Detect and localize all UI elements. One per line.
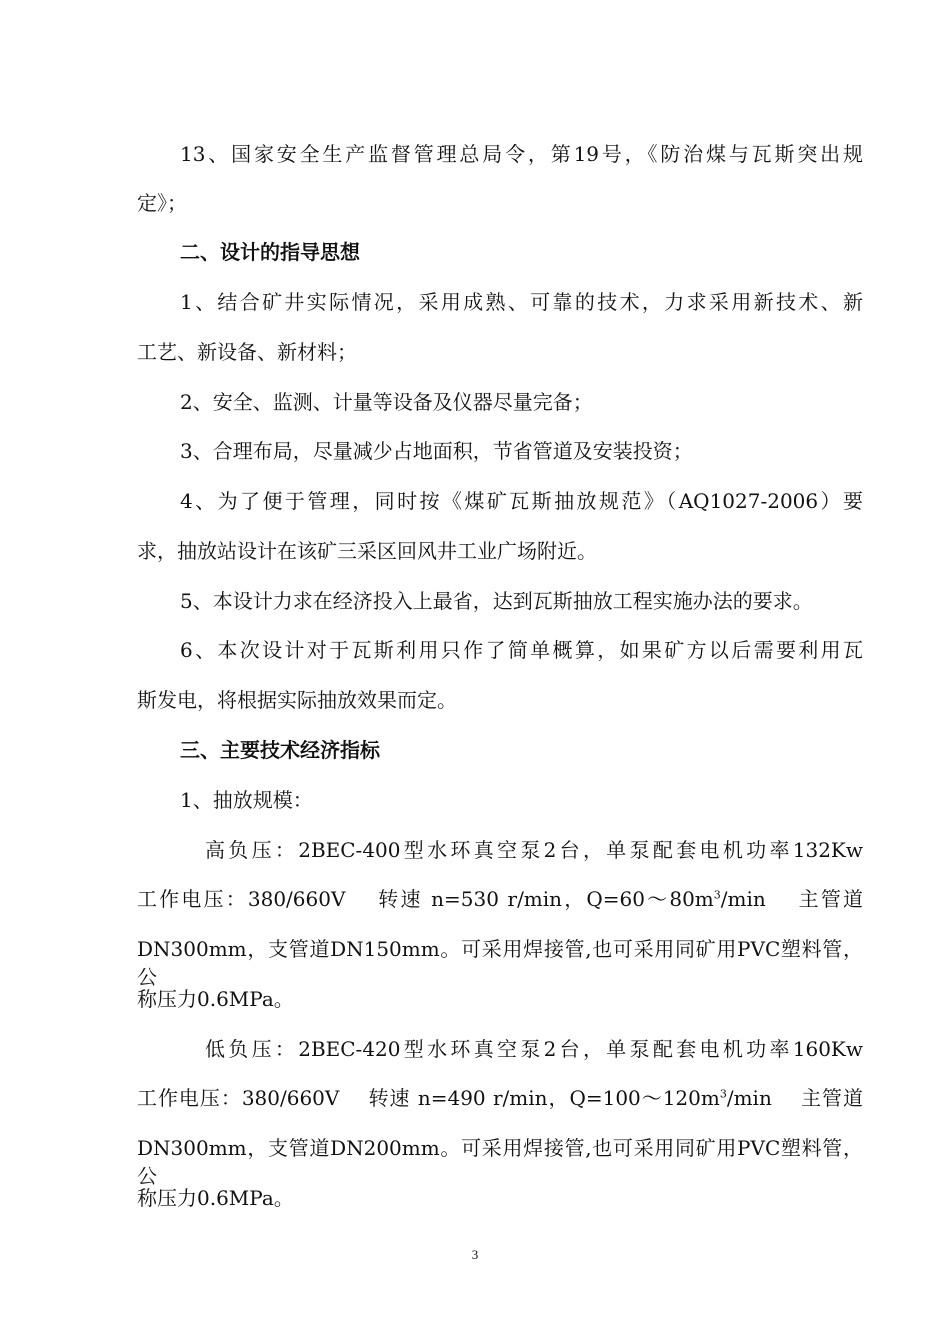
low-pressure-line-2-text: 工作电压：380/660V 转速 n=490 r/min，Q=100～120m bbox=[137, 1086, 720, 1110]
superscript: 3 bbox=[713, 888, 721, 902]
page-number: 3 bbox=[471, 1247, 479, 1262]
section-heading-3: 三、主要技术经济指标 bbox=[180, 738, 380, 762]
item-6-line-1: 6、本次设计对于瓦斯利用只作了简单概算，如果矿方以后需要利用瓦 bbox=[180, 638, 863, 662]
low-pressure-line-1: 低负压：2BEC-420型水环真空泵2台，单泵配套电机功率160Kw bbox=[205, 1037, 863, 1061]
item-4-line-2: 求，抽放站设计在该矿三采区回风井工业广场附近。 bbox=[137, 539, 597, 563]
low-pressure-line-3: DN300mm，支管道DN200mm。可采用焊接管,也可采用同矿用PVC塑料管，公 bbox=[137, 1136, 863, 1188]
low-pressure-line-2-tail: /min 主管道 bbox=[726, 1086, 863, 1110]
low-pressure-line-2 bbox=[137, 1084, 863, 1112]
high-pressure-line-2-text: 工作电压：380/660V 转速 n=530 r/min，Q=60～80m bbox=[137, 887, 714, 911]
item-4-line-1: 4、为了便于管理，同时按《煤矿瓦斯抽放规范》（AQ1027-2006）要 bbox=[180, 489, 863, 513]
superscript: 3 bbox=[719, 1087, 727, 1101]
scale-title: 1、抽放规模： bbox=[180, 788, 313, 812]
high-pressure-line-2-tail: /min 主管道 bbox=[720, 887, 863, 911]
item-2: 2、安全、监测、计量等设备及仪器尽量完备； bbox=[180, 390, 593, 414]
item-1-line-2: 工艺、新设备、新材料； bbox=[137, 340, 357, 364]
high-pressure-line-1: 高负压：2BEC-400型水环真空泵2台，单泵配套电机功率132Kw bbox=[205, 838, 863, 862]
item-5: 5、本设计力求在经济投入上最省，达到瓦斯抽放工程实施办法的要求。 bbox=[180, 589, 813, 613]
low-pressure-line-4: 称压力0.6MPa。 bbox=[137, 1186, 294, 1210]
high-pressure-line-2 bbox=[137, 885, 863, 913]
paragraph-13-line-2: 定》； bbox=[137, 191, 187, 215]
item-6-line-2: 斯发电，将根据实际抽放效果而定。 bbox=[137, 688, 457, 712]
item-1-line-1: 1、结合矿井实际情况，采用成熟、可靠的技术，力求采用新技术、新 bbox=[180, 290, 863, 314]
section-heading-2: 二、设计的指导思想 bbox=[180, 240, 360, 264]
paragraph-13-line-1: 13、国家安全生产监督管理总局令，第19号，《防治煤与瓦斯突出规 bbox=[180, 142, 863, 166]
item-3: 3、合理布局，尽量减少占地面积，节省管道及安装投资； bbox=[180, 439, 693, 463]
high-pressure-line-3: DN300mm，支管道DN150mm。可采用焊接管,也可采用同矿用PVC塑料管，公 bbox=[137, 937, 863, 989]
high-pressure-line-4: 称压力0.6MPa。 bbox=[137, 987, 294, 1011]
